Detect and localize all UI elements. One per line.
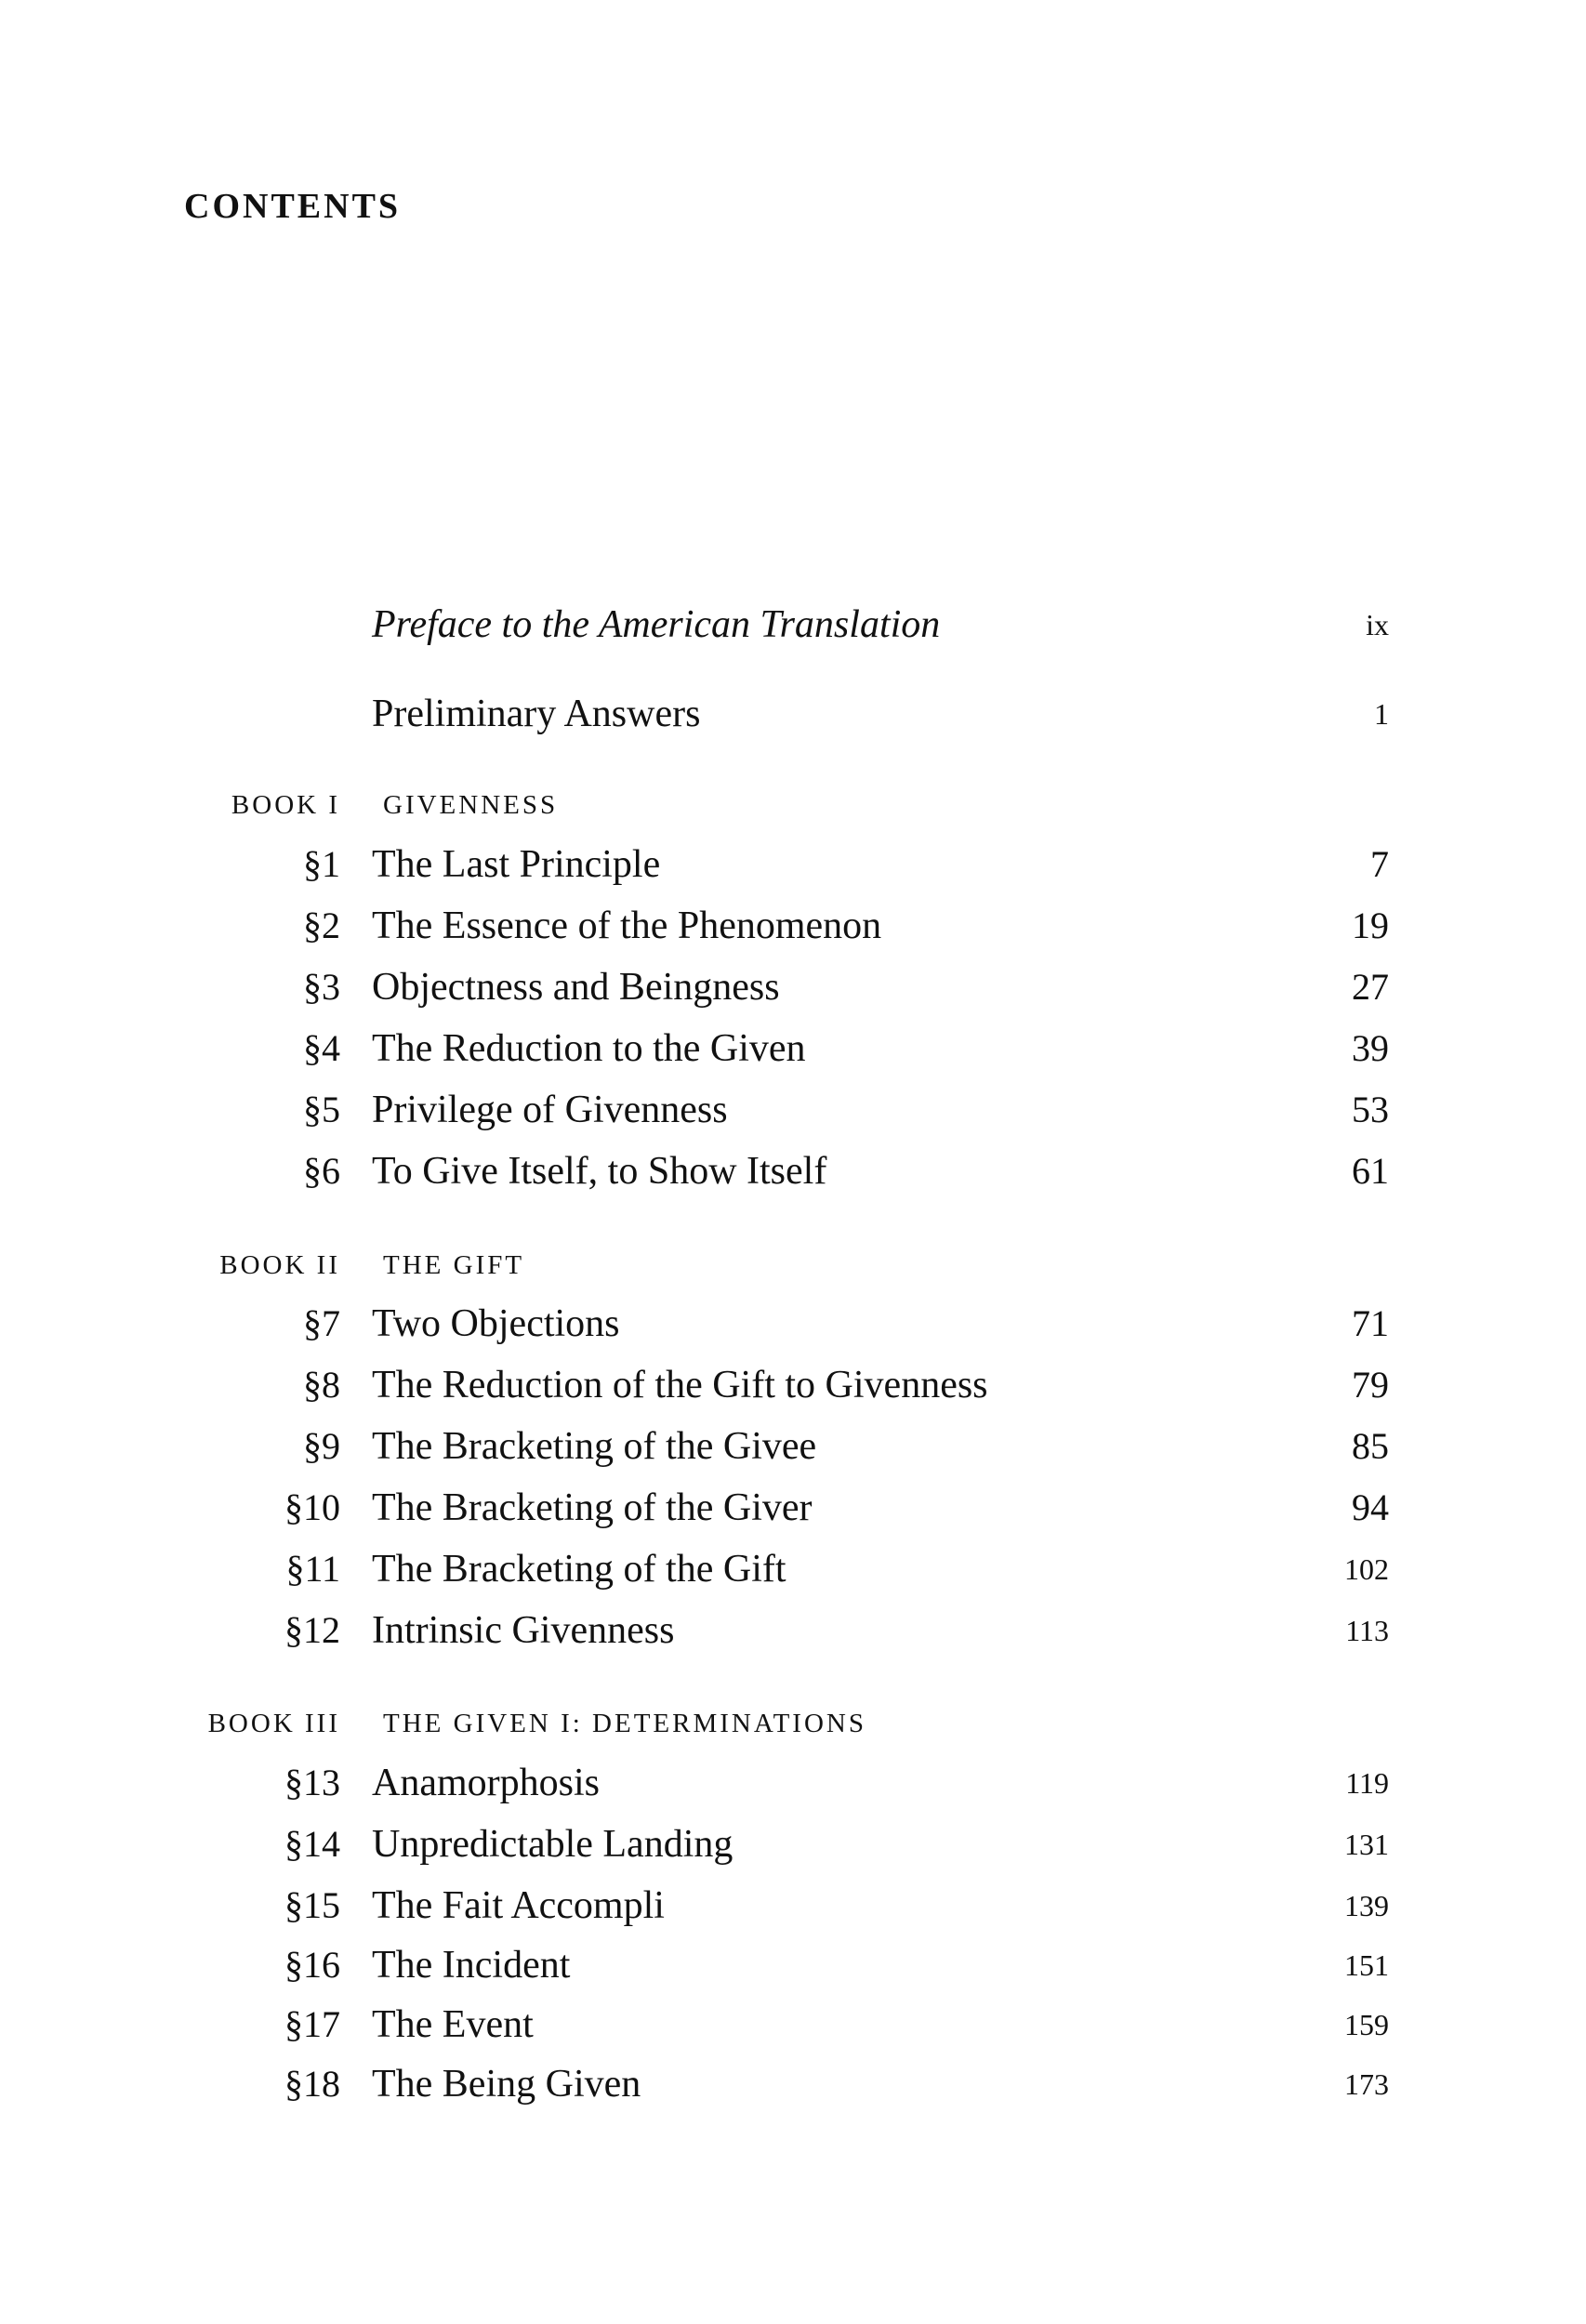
section-number: §5 [303, 1089, 340, 1130]
entry-page: 159 [1344, 2008, 1389, 2041]
page-title: CONTENTS [184, 187, 402, 226]
book-label: BOOK II [219, 1250, 340, 1280]
book-heading [0, 1247, 1586, 1284]
entry-title: To Give Itself, to Show Itself [372, 1150, 827, 1193]
entry-title: The Being Given [372, 2063, 641, 2106]
entry-title: The Fait Accompli [372, 1884, 665, 1927]
book-heading [0, 786, 1586, 824]
toc-entry[interactable] [0, 1541, 1586, 1597]
entry-page: 85 [1352, 1425, 1389, 1467]
entry-page: 53 [1352, 1089, 1389, 1130]
entry-title: The Reduction of the Gift to Givenness [372, 1364, 988, 1406]
toc-entry[interactable] [0, 1755, 1586, 1811]
toc-entry[interactable] [0, 1603, 1586, 1658]
section-number: §9 [303, 1425, 340, 1467]
entry-page: 173 [1344, 2067, 1389, 2101]
entry-page: 131 [1344, 1828, 1389, 1861]
entry-page: 1 [1374, 697, 1389, 731]
entry-title: Privilege of Givenness [372, 1089, 728, 1131]
section-number: §3 [303, 966, 340, 1008]
entry-page: 19 [1352, 905, 1389, 946]
toc-entry[interactable] [0, 1357, 1586, 1413]
toc-entry[interactable] [0, 898, 1586, 954]
section-number: §18 [284, 2063, 340, 2105]
section-number: §2 [303, 905, 340, 946]
toc-entry-preface[interactable] [0, 597, 1586, 653]
entry-page: 139 [1344, 1889, 1389, 1922]
entry-title: Unpredictable Landing [372, 1823, 734, 1866]
toc-entry[interactable] [0, 2056, 1586, 2112]
toc-entry-preliminary-answers[interactable] [0, 686, 1586, 742]
book-title: THE GIVEN I: DETERMINATIONS [383, 1709, 866, 1738]
entry-title: Preliminary Answers [372, 693, 701, 735]
section-number: §11 [285, 1548, 340, 1590]
section-number: §16 [284, 1944, 340, 1986]
entry-page: 102 [1344, 1552, 1389, 1586]
toc-entry[interactable] [0, 1021, 1586, 1076]
toc-entry[interactable] [0, 1480, 1586, 1536]
section-number: §15 [284, 1884, 340, 1926]
entry-title: Two Objections [372, 1302, 620, 1345]
entry-page: 113 [1345, 1614, 1389, 1647]
entry-page: 119 [1345, 1766, 1389, 1800]
entry-title: Intrinsic Givenness [372, 1609, 675, 1652]
book-heading [0, 1705, 1586, 1742]
entry-title: The Essence of the Phenomenon [372, 905, 882, 947]
entry-title: The Event [372, 2003, 534, 2046]
book-label: BOOK I [231, 790, 340, 820]
section-number: §14 [284, 1823, 340, 1865]
toc-entry[interactable] [0, 959, 1586, 1015]
section-number: §7 [303, 1302, 340, 1344]
toc-entry[interactable] [0, 1997, 1586, 2053]
entry-title: The Incident [372, 1944, 571, 1987]
toc-entry[interactable] [0, 1419, 1586, 1474]
entry-page: 79 [1352, 1364, 1389, 1406]
toc-entry[interactable] [0, 1878, 1586, 1934]
entry-title: Objectness and Beingness [372, 966, 780, 1009]
section-number: §6 [303, 1150, 340, 1192]
toc-entry[interactable] [0, 1143, 1586, 1199]
entry-page: 39 [1352, 1027, 1389, 1069]
section-number: §12 [284, 1609, 340, 1651]
section-number: §8 [303, 1364, 340, 1406]
toc-entry[interactable] [0, 1296, 1586, 1352]
entry-title: Preface to the American Translation [372, 603, 941, 646]
entry-title: The Last Principle [372, 843, 661, 886]
entry-title: The Bracketing of the Gift [372, 1548, 786, 1591]
entry-title: The Bracketing of the Givee [372, 1425, 817, 1468]
toc-entry[interactable] [0, 837, 1586, 892]
entry-page: 94 [1352, 1486, 1389, 1528]
section-number: §13 [284, 1762, 340, 1803]
entry-title: The Reduction to the Given [372, 1027, 806, 1070]
entry-page: 61 [1352, 1150, 1389, 1192]
entry-page: 7 [1370, 843, 1389, 885]
entry-page: 27 [1352, 966, 1389, 1008]
toc-entry[interactable] [0, 1082, 1586, 1138]
entry-page: 151 [1344, 1948, 1389, 1982]
book-title: GIVENNESS [383, 790, 559, 820]
entry-page: 71 [1352, 1302, 1389, 1344]
section-number: §1 [303, 843, 340, 885]
section-number: §17 [284, 2003, 340, 2045]
entry-page: ix [1366, 608, 1389, 641]
entry-title: The Bracketing of the Giver [372, 1486, 813, 1529]
toc-entry[interactable] [0, 1816, 1586, 1872]
toc-entry[interactable] [0, 1937, 1586, 1993]
section-number: §10 [284, 1486, 340, 1528]
entry-title: Anamorphosis [372, 1762, 600, 1804]
section-number: §4 [303, 1027, 340, 1069]
book-label: BOOK III [207, 1709, 340, 1738]
book-title: THE GIFT [383, 1250, 525, 1280]
